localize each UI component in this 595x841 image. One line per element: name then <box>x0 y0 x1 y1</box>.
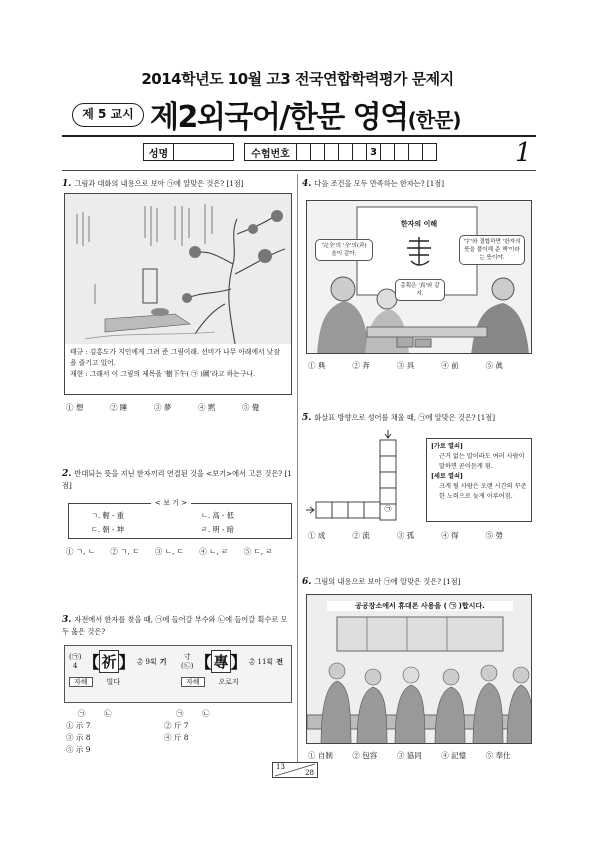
grid-cell <box>380 488 396 504</box>
down-clue-title: [세로 열쇠] <box>431 473 463 480</box>
subject-title-sub: (한문) <box>407 108 461 132</box>
question-2-box <box>68 499 292 539</box>
subject-title-main: 제2외국어/한문 영역 <box>150 100 408 135</box>
entry-character: 祈 <box>99 650 118 673</box>
question-6-panel <box>306 594 532 744</box>
painting-illustration <box>65 194 291 344</box>
exam-number-box[interactable] <box>311 144 325 161</box>
board-title: 한자의 이해 <box>400 220 438 228</box>
dialogue-line: 태규 : 김홍도가 지인에게 그려 준 그림이래. 선비가 나무 아래에서 낮잠을 즐기고 있어. <box>70 348 280 367</box>
choice-option[interactable]: ② 奔 <box>352 361 370 370</box>
exam-number-box[interactable] <box>353 144 367 161</box>
box-item: ㄷ. 朝 - 坤 <box>91 525 124 534</box>
subject-title <box>150 92 461 136</box>
exam-number-box[interactable] <box>339 144 353 161</box>
choice-option[interactable]: ② 包容 <box>352 751 378 760</box>
question-3-answers: ㉠ ㉡ ㉠ ㉡ ① 示 7 ② 斤 7 ③ 示 8 ④ 斤 8 ⑤ 示 9 <box>66 709 210 754</box>
choice-option[interactable]: ⑤ 覺 <box>242 403 260 412</box>
question-1-choices <box>66 402 286 413</box>
choice-option[interactable]: ② ㄱ, ㄷ <box>110 547 140 556</box>
student-id-table <box>143 143 437 161</box>
grid-cell <box>380 472 396 488</box>
exam-number-box[interactable] <box>297 144 311 161</box>
grid-cell <box>364 502 380 518</box>
choice-option[interactable]: ① 示 7 <box>66 721 91 730</box>
exam-number-box[interactable] <box>409 144 423 161</box>
grid-cell <box>348 502 364 518</box>
choice-option[interactable]: ④ ㄴ, ㄹ <box>199 547 229 556</box>
speech-bubble-right: '字'와 결합하면 '한자의 뜻을 풀이해 준 책'이라는 뜻이야. <box>459 235 525 265</box>
session-badge: 제 5 교시 <box>72 103 144 127</box>
box-label: < 보 기 > <box>151 498 191 508</box>
grid-cell <box>332 502 348 518</box>
dictionary-entry-2: 寸 (㉡) 【 專 】 총 11획 전 자해 오로지 <box>181 650 289 687</box>
meaning-tag: 자해 <box>181 677 205 687</box>
choice-option[interactable]: ③ 孤 <box>396 531 415 540</box>
arrow-right-icon <box>306 507 314 513</box>
title-rule <box>62 135 536 137</box>
question-3-dictionary-panel <box>64 645 292 703</box>
choice-option[interactable]: ⑤ 勞 <box>485 531 504 540</box>
name-label: 성명 <box>144 144 174 161</box>
choice-option[interactable]: ④ 前 <box>441 361 459 370</box>
question-2-choices <box>66 546 288 557</box>
name-field[interactable] <box>174 144 234 161</box>
exam-number-box[interactable] <box>325 144 339 161</box>
choice-option[interactable]: ① 成 <box>308 531 326 540</box>
question-2-prompt: 2. 반대되는 뜻을 지닌 한자끼리 연결된 것을 <보기>에서 고른 것은? [1점] <box>62 469 292 490</box>
choice-option[interactable]: ⑤ 眞 <box>485 361 504 370</box>
choice-option[interactable]: ② 睡 <box>110 403 128 412</box>
question-5-choices <box>308 530 530 541</box>
choice-option[interactable]: ① 典 <box>308 361 326 370</box>
speech-bubble-middle: 총획은 '真'와 같지. <box>395 279 445 301</box>
exam-number-label: 수험번호 <box>245 144 297 161</box>
question-1-dialogue <box>65 344 291 380</box>
choice-option[interactable]: ① 想 <box>66 403 84 412</box>
choice-option[interactable]: ⑤ 奉仕 <box>485 751 511 760</box>
question-6-choices <box>308 750 530 761</box>
exam-number-digit: 3 <box>367 144 381 161</box>
grid-cell <box>380 440 396 456</box>
choice-option[interactable]: ④ 得 <box>441 531 459 540</box>
choice-option[interactable]: ② 斤 7 <box>164 721 189 730</box>
crossword-marker: ㉠ <box>384 505 392 513</box>
footer-page: 13 <box>276 763 285 771</box>
choice-option[interactable]: ④ 黙 <box>198 403 216 412</box>
question-3-prompt: 3. 자전에서 한자를 찾을 때, ㉠에 들어갈 부수와 ㉡에 들어갈 획수로 모두 옳은 것은? <box>62 615 288 636</box>
meaning-tag: 자해 <box>69 677 93 687</box>
choice-option[interactable]: ⑤ ㄷ, ㄹ <box>243 547 273 556</box>
grid-cell <box>380 456 396 472</box>
choice-option[interactable]: ③ 示 8 <box>66 733 91 742</box>
choice-option[interactable]: ③ ㄴ, ㄷ <box>154 547 184 556</box>
arrow-down-icon <box>385 430 391 438</box>
header-rule <box>62 170 536 171</box>
dictionary-entry-1: (㉠) 4 【 祈 】 총 9획 기 자해 빌다 <box>69 650 177 687</box>
choice-option[interactable]: ① 自制 <box>308 751 333 760</box>
down-clue-text: 크게 될 사람은 오랜 시간의 꾸준한 노력으로 늦게 이루어짐. <box>439 483 527 500</box>
question-4-panel <box>306 200 532 354</box>
across-clue-title: [가로 열쇠] <box>431 443 463 450</box>
choice-option[interactable]: ④ 記憶 <box>441 751 467 760</box>
choice-option[interactable]: ② 流 <box>352 531 370 540</box>
exam-title: 2014학년도 10월 고3 전국연합학력평가 문제지 <box>141 70 454 88</box>
question-6-prompt: 6. 그림의 내용으로 보아 ㉠에 알맞은 것은? [1점] <box>302 577 461 587</box>
question-4-choices <box>308 360 530 371</box>
question-1-panel <box>64 193 292 395</box>
speech-bubble-left: '完全'의 '全'의(과) 음이 같아. <box>315 239 373 261</box>
box-item: ㄴ. 高 - 低 <box>201 511 234 520</box>
choice-option[interactable]: ⑤ 示 9 <box>66 745 91 754</box>
column-divider <box>297 174 298 762</box>
exam-number-box[interactable] <box>423 144 437 161</box>
choice-option[interactable]: ① ㄱ, ㄴ <box>66 547 96 556</box>
question-1-prompt: 1. 그림과 대화의 내용으로 보아 ㉠에 알맞은 것은? [1점] <box>62 179 244 189</box>
choice-option[interactable]: ③ 夢 <box>154 403 172 412</box>
crossword-clues <box>426 438 532 522</box>
across-clue-text: 근거 없는 말이라도 여러 사람이 말하면 곧이듣게 됨. <box>439 453 525 470</box>
page-footer <box>272 762 318 778</box>
question-4-prompt: 4. 다음 조건을 모두 만족하는 한자는? [1점] <box>302 179 445 189</box>
page-number: 1 <box>515 138 532 168</box>
crossword-grid <box>306 428 424 522</box>
subway-illustration <box>307 595 532 744</box>
exam-number-box[interactable] <box>381 144 395 161</box>
entry-character: 專 <box>211 650 230 673</box>
choice-option[interactable]: ③ 具 <box>396 361 415 370</box>
choice-option[interactable]: ③ 協同 <box>396 751 422 760</box>
footer-total: 28 <box>305 769 314 777</box>
dialogue-line: 재현 : 그래서 이 그림의 제목을 '樹下午( ㉠ )圖'라고 하는구나. <box>70 370 256 378</box>
exam-number-box[interactable] <box>395 144 409 161</box>
choice-option[interactable]: ④ 斤 8 <box>164 733 189 742</box>
question-5-prompt: 5. 화살표 방향으로 성어를 채울 때, ㉠에 알맞은 것은? [1점] <box>302 413 496 423</box>
box-item: ㄱ. 輕 - 重 <box>91 511 124 520</box>
poster-text: 공공장소에서 휴대폰 사용을 ( ㉠ )합시다. <box>327 601 513 611</box>
grid-cell <box>316 502 332 518</box>
box-item: ㄹ. 明 - 暗 <box>201 525 234 534</box>
